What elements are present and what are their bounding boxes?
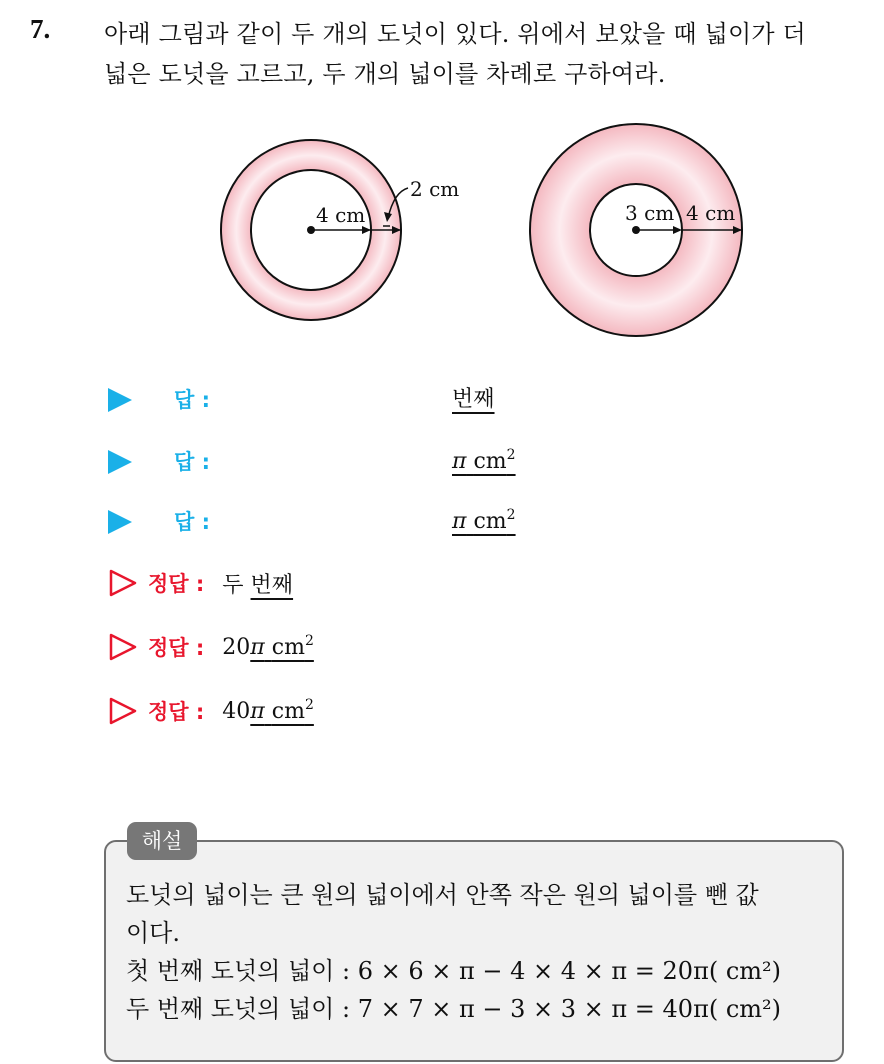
solution-tag: 해설 (127, 822, 197, 860)
outline-triangle-icon (108, 568, 138, 598)
correct-label: 정답 : (148, 572, 205, 596)
correct-label: 정답 : (148, 636, 205, 660)
donut-1-width-label: 2 cm (410, 177, 460, 201)
answer-label: 답 : (174, 450, 210, 474)
solution-line: 이다. (126, 919, 180, 947)
correct-value: 두 번째 (222, 572, 294, 598)
correct-label: 정답 : (148, 700, 205, 724)
solution-line: 두 번째 도넛의 넓이 : 7 × 7 × π − 3 × 3 × π = 40π( cm²) (126, 995, 782, 1023)
answer-row-2 (108, 442, 210, 482)
donut-1-inner-label: 4 cm (316, 203, 366, 227)
solution-text (126, 876, 836, 1028)
donut-2-width-label: 4 cm (686, 201, 736, 225)
arrow-head-icon (362, 226, 371, 234)
donut-2-inner-label: 3 cm (625, 201, 675, 225)
question-line: 넓은 도넛을 고르고, 두 개의 넓이를 차례로 구하여라. (104, 60, 666, 88)
play-triangle-icon (108, 450, 132, 474)
solution-line: 도넛의 넓이는 큰 원의 넓이에서 안쪽 작은 원의 넓이를 뺀 값 (126, 881, 759, 909)
pi-symbol: π (452, 449, 467, 474)
question-number: 7. (30, 14, 51, 44)
donut-figure (0, 0, 884, 360)
outline-triangle-icon (108, 632, 138, 662)
solution-line: 첫 번째 도넛의 넓이 : 6 × 6 × π − 4 × 4 × π = 20π( cm²) (126, 957, 782, 985)
correct-value: 20π $cm^2$ (222, 632, 314, 660)
answer-input-3[interactable] (452, 502, 516, 542)
answer-label: 답 : (174, 510, 210, 534)
play-triangle-icon (108, 388, 132, 412)
pi-symbol: π (452, 509, 467, 534)
arrow-head-icon (673, 226, 682, 234)
correct-row-1 (108, 562, 293, 604)
answer-input-2[interactable] (452, 442, 516, 482)
answer-1-blank: 번째 (452, 387, 495, 412)
donut-1 (221, 140, 459, 320)
play-triangle-icon (108, 510, 132, 534)
correct-row-3 (108, 690, 314, 732)
correct-value: 40π $cm^2$ (222, 696, 314, 724)
question-line: 아래 그림과 같이 두 개의 도넛이 있다. 위에서 보았을 때 넓이가 더 (104, 20, 806, 48)
answer-row-3 (108, 502, 210, 542)
answer-label: 답 : (174, 388, 210, 412)
unit: cm (473, 449, 507, 474)
answer-row-1 (108, 380, 210, 420)
outline-triangle-icon (108, 696, 138, 726)
answer-input-1[interactable] (452, 380, 495, 420)
donut-2 (530, 124, 742, 336)
correct-row-2 (108, 626, 314, 668)
exponent: 2 (506, 507, 516, 523)
exponent: 2 (506, 447, 516, 463)
unit: cm (473, 509, 507, 534)
